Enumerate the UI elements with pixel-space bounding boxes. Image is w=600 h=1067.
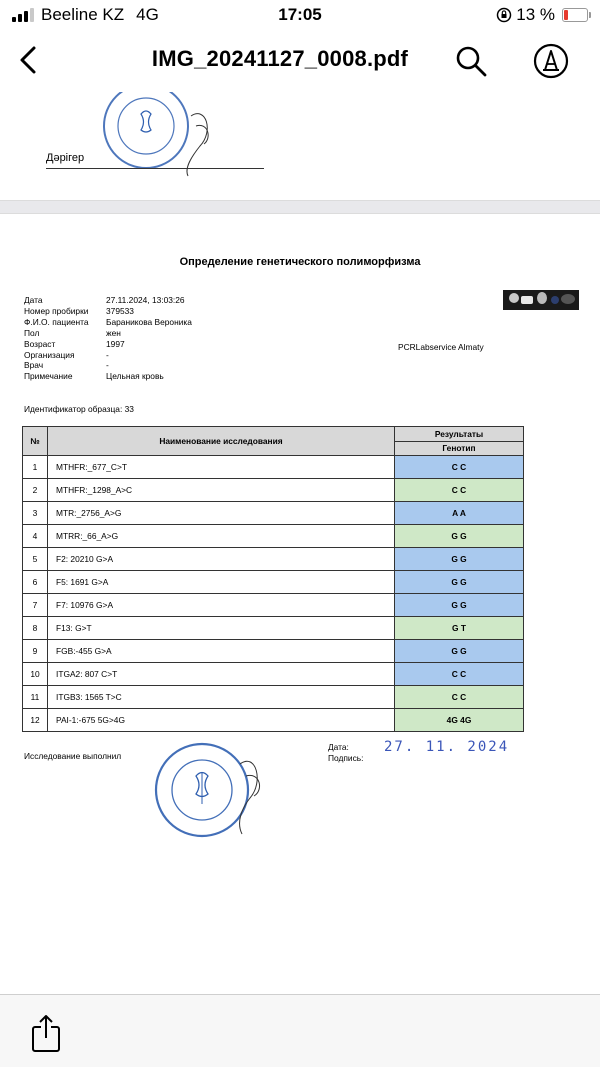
row-number: 10	[23, 663, 48, 686]
carrier-name: Beeline KZ	[41, 5, 125, 24]
pdf-page-previous[interactable]	[0, 92, 600, 200]
row-number: 7	[23, 594, 48, 617]
network-type: 4G	[136, 5, 159, 24]
genotype-cell: C C	[395, 456, 524, 479]
test-name: F5: 1691 G>A	[48, 571, 395, 594]
table-row	[23, 663, 524, 686]
doctor-stamp-seal	[152, 742, 292, 842]
table-row	[23, 525, 524, 548]
table-row	[23, 640, 524, 663]
row-number: 1	[23, 456, 48, 479]
report-title: Определение генетического полиморфизма	[179, 256, 421, 268]
row-number: 9	[23, 640, 48, 663]
table-row	[23, 456, 524, 479]
info-row: Пол жен	[24, 327, 121, 338]
test-name: ITGA2: 807 C>T	[48, 663, 395, 686]
test-name: F7: 10976 G>A	[48, 594, 395, 617]
table-row	[23, 594, 524, 617]
row-number: 12	[23, 709, 48, 732]
battery-percent: 13 %	[516, 5, 555, 24]
nav-bar	[0, 32, 600, 90]
info-row: Ф.И.О. пациента Бараникова Вероника	[24, 316, 192, 327]
info-row: Врач -	[24, 360, 109, 371]
lab-logo-icon	[503, 290, 579, 310]
col-header-genotype: Генотип	[395, 441, 524, 456]
test-name: MTRR:_66_A>G	[48, 525, 395, 548]
info-row: Организация -	[24, 349, 109, 360]
battery-icon	[562, 8, 588, 22]
table-row	[23, 617, 524, 640]
results-body	[23, 456, 524, 732]
results-table	[22, 426, 524, 732]
date-signature-labels	[328, 742, 363, 764]
status-time: 17:05	[278, 5, 322, 24]
test-name: MTR:_2756_A>G	[48, 502, 395, 525]
patient-info	[24, 295, 192, 382]
status-right	[496, 5, 588, 25]
col-header-name: Наименование исследования	[48, 427, 395, 456]
row-number: 3	[23, 502, 48, 525]
row-number: 11	[23, 686, 48, 709]
col-header-num: №	[23, 427, 48, 456]
genotype-cell: C C	[395, 663, 524, 686]
pdf-page[interactable]	[0, 214, 600, 994]
test-name: F2: 20210 G>A	[48, 548, 395, 571]
table-row	[23, 571, 524, 594]
search-icon[interactable]	[453, 43, 489, 79]
table-row	[23, 502, 524, 525]
genotype-cell: G G	[395, 525, 524, 548]
table-row	[23, 548, 524, 571]
status-bar	[0, 0, 600, 32]
genotype-cell: G G	[395, 640, 524, 663]
table-row	[23, 479, 524, 502]
test-name: FGB:-455 G>A	[48, 640, 395, 663]
lab-name: PCRLabservice Almaty	[398, 342, 484, 352]
table-row	[23, 686, 524, 709]
date-label: Дата:	[328, 742, 349, 752]
test-name: MTHFR:_677_C>T	[48, 456, 395, 479]
genotype-cell: G T	[395, 617, 524, 640]
genotype-cell: C C	[395, 686, 524, 709]
test-name: MTHFR:_1298_A>C	[48, 479, 395, 502]
chevron-left-icon[interactable]	[14, 42, 44, 78]
rotation-lock-icon	[496, 7, 512, 23]
bottom-toolbar	[0, 994, 600, 1067]
markup-pen-icon[interactable]	[532, 42, 570, 80]
genotype-cell: G G	[395, 548, 524, 571]
info-row: Дата 27.11.2024, 13:03:26	[24, 295, 185, 305]
performed-by-label: Исследование выполнил	[24, 751, 122, 761]
row-number: 5	[23, 548, 48, 571]
col-header-results: Результаты	[395, 427, 524, 442]
info-row: Возраст 1997	[24, 338, 125, 349]
table-row	[23, 709, 524, 732]
share-icon[interactable]	[30, 1013, 62, 1053]
row-number: 6	[23, 571, 48, 594]
document-title: IMG_20241127_0008.pdf	[151, 46, 409, 71]
genotype-cell: C C	[395, 479, 524, 502]
doctor-label: Дәрігер	[46, 152, 85, 164]
signature-label: Подпись:	[328, 753, 364, 763]
info-row: Номер пробирки 379533	[24, 305, 134, 316]
doctor-stamp	[96, 92, 276, 186]
row-number: 4	[23, 525, 48, 548]
genotype-cell: A A	[395, 502, 524, 525]
sample-id: Идентификатор образца: 33	[24, 404, 134, 414]
page-separator	[0, 200, 600, 214]
genotype-cell: G G	[395, 594, 524, 617]
test-name: ITGB3: 1565 T>C	[48, 686, 395, 709]
test-name: PAI-1:-675 5G>4G	[48, 709, 395, 732]
genotype-cell: G G	[395, 571, 524, 594]
signature-line	[46, 168, 264, 169]
handwritten-date: 27. 11. 2024	[384, 739, 510, 755]
info-row: Примечание Цельная кровь	[24, 371, 164, 382]
test-name: F13: G>T	[48, 617, 395, 640]
row-number: 8	[23, 617, 48, 640]
row-number: 2	[23, 479, 48, 502]
genotype-cell: 4G 4G	[395, 709, 524, 732]
